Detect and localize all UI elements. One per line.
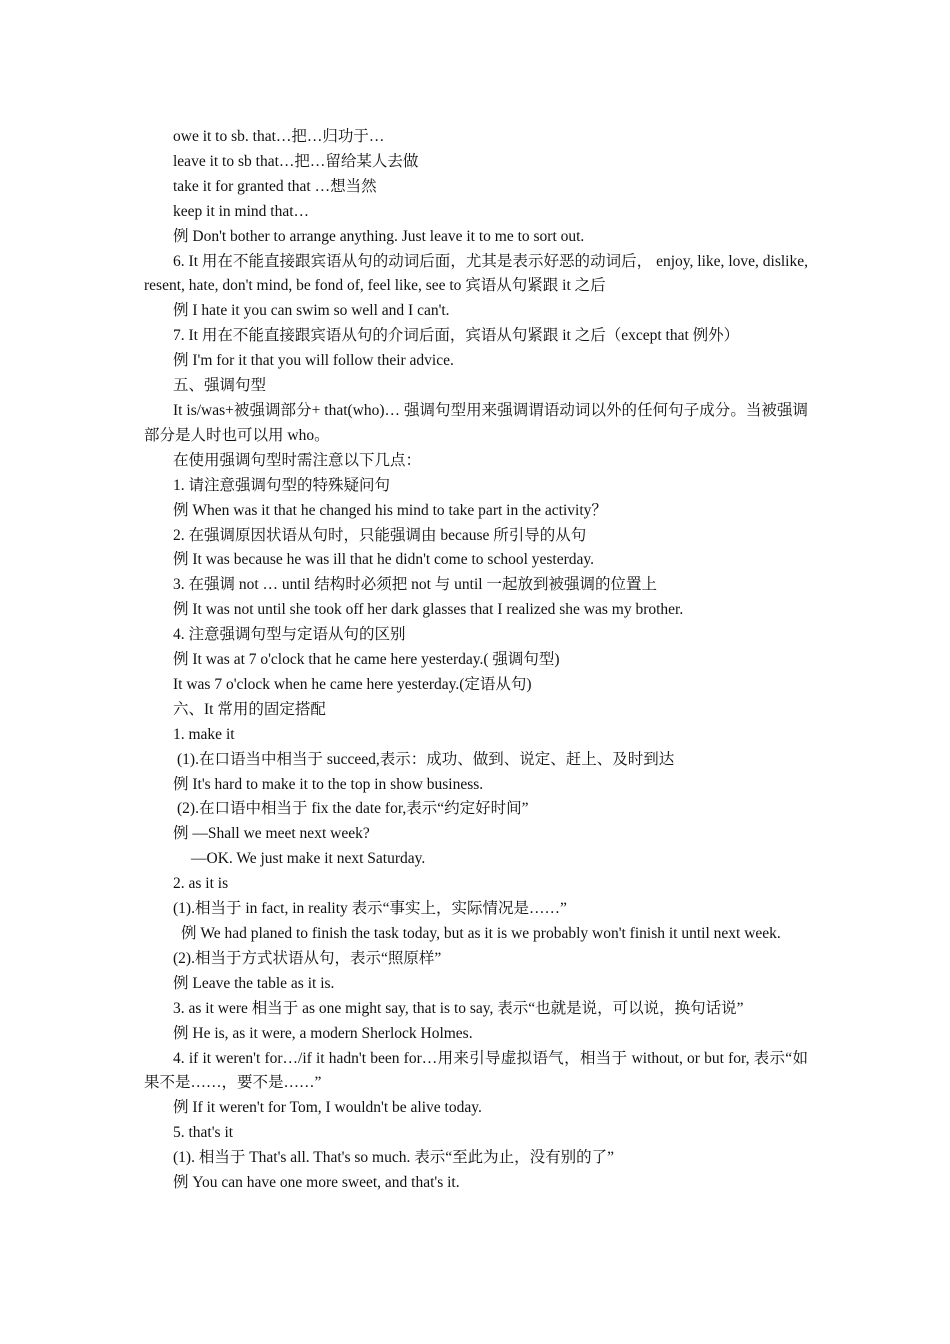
text-line: 4. 注意强调句型与定语从句的区别 <box>173 626 406 644</box>
text-paragraph: 6. It 用在不能直接跟宾语从句的动词后面，尤其是表示好恶的动词后， enjoy, like, love, dislike, resent, hate, don't mind, be fond of, feel like, see to 宾语从句紧跟 it 之后 <box>144 252 808 295</box>
text-line: 5. that's it <box>173 1124 234 1142</box>
example-line: 例 You can have one more sweet, and that's it. <box>173 1174 460 1192</box>
text-line: (2).相当于方式状语从句，表示“照原样” <box>173 949 442 967</box>
text-line: 2. as it is <box>173 875 229 893</box>
section-heading: 五、强调句型 <box>173 377 267 395</box>
text-line: (1).在口语当中相当于 succeed,表示：成功、做到、说定、赶上、及时到达 <box>177 750 675 768</box>
section-heading: 六、It 常用的固定搭配 <box>173 700 326 718</box>
example-line: 例 It was because he was ill that he didn't come to school yesterday. <box>173 551 595 569</box>
text-line: 7. It 用在不能直接跟宾语从句的介词后面，宾语从句紧跟 it 之后（except that 例外） <box>173 327 740 345</box>
text-line: 1. 请注意强调句型的特殊疑问句 <box>173 476 391 494</box>
text-line: (2).在口语中相当于 fix the date for,表示“约定好时间” <box>177 800 529 818</box>
example-line: 例 If it weren't for Tom, I wouldn't be alive today. <box>173 1099 482 1117</box>
text-line: (1).相当于 in fact, in reality 表示“事实上，实际情况是……” <box>173 900 567 918</box>
example-line: 例 —Shall we meet next week? <box>173 825 370 843</box>
example-line: —OK. We just make it next Saturday. <box>191 850 426 868</box>
text-paragraph: It is/was+被强调部分+ that(who)… 强调句型用来强调谓语动词以外的任何句子成分。当被强调部分是人时也可以用 who。 <box>144 401 808 444</box>
example-paragraph: 例 We had planed to finish the task today, but as it is we probably won't finish it until next week. <box>181 925 781 942</box>
text-line: leave it to sb that…把…留给某人去做 <box>173 152 419 170</box>
text-line: 1. make it <box>173 725 235 743</box>
text-line: keep it in mind that… <box>173 202 310 220</box>
text-line: 3. 在强调 not … until 结构时必须把 not 与 until 一起放到被强调的位置上 <box>173 576 657 594</box>
example-line: 例 I hate it you can swim so well and I can't. <box>173 302 450 320</box>
text-line: 3. as it were 相当于 as one might say, that is to say, 表示“也就是说，可以说，换句话说” <box>173 999 744 1017</box>
text-line: It was 7 o'clock when he came here yesterday.(定语从句) <box>173 675 532 693</box>
example-line: 例 I'm for it that you will follow their advice. <box>173 352 454 370</box>
example-line: 例 It's hard to make it to the top in show business. <box>173 775 484 793</box>
example-line: 例 Don't bother to arrange anything. Just leave it to me to sort out. <box>173 227 585 245</box>
text-paragraph: 4. if it weren't for…/if it hadn't been for…用来引导虚拟语气，相当于 without, or but for, 表示“如果不是……，要不是……” <box>144 1049 808 1092</box>
example-line: 例 He is, as it were, a modern Sherlock Holmes. <box>173 1024 473 1042</box>
example-line: 例 It was at 7 o'clock that he came here yesterday.( 强调句型) <box>173 651 560 669</box>
text-line: 在使用强调句型时需注意以下几点： <box>173 451 422 469</box>
example-line: 例 It was not until she took off her dark glasses that I realized she was my brother. <box>173 601 684 619</box>
text-line: owe it to sb. that…把…归功于… <box>173 128 385 145</box>
document-body <box>144 125 808 1196</box>
text-line: take it for granted that …想当然 <box>173 177 377 195</box>
example-line: 例 Leave the table as it is. <box>173 974 335 992</box>
text-line: 2. 在强调原因状语从句时，只能强调由 because 所引导的从句 <box>173 526 587 544</box>
example-line: 例 When was it that he changed his mind to take part in the activity？ <box>173 501 607 519</box>
text-line: (1). 相当于 That's all. That's so much. 表示“至此为止，没有别的了” <box>173 1149 614 1167</box>
